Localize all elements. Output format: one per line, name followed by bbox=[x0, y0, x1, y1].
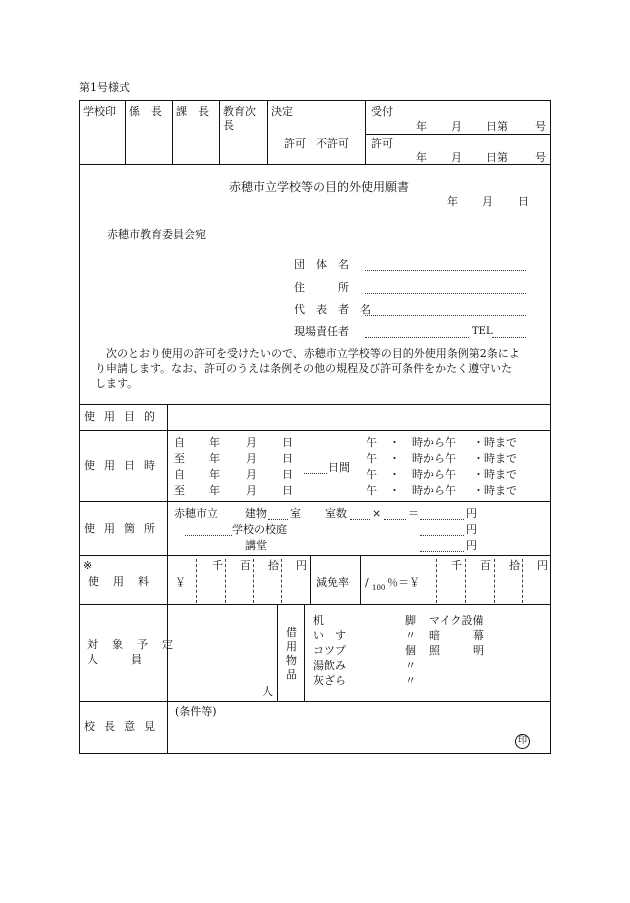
equipment-label-char: 用 bbox=[286, 640, 297, 653]
received-number: 号 bbox=[535, 120, 546, 133]
attendees-unit: 人 bbox=[262, 685, 273, 698]
attendees-count-field[interactable] bbox=[172, 605, 274, 683]
equals-sign: ＝ bbox=[408, 507, 419, 520]
permit-option: 許可 bbox=[284, 137, 306, 150]
date-year: 年 bbox=[447, 195, 458, 208]
body-line-2: り申請します。なお、許可のうえは条例その他の規程及び許可条件をかたく遵守いた bbox=[95, 362, 513, 375]
reduction-unit-thousand: 千 bbox=[451, 559, 462, 572]
tel-label: TEL bbox=[472, 326, 493, 337]
equipment-desk: 机 bbox=[313, 614, 324, 627]
permission-label: 許可 bbox=[371, 137, 393, 150]
form-title: 赤穂市立学校等の目的外使用願書 bbox=[229, 180, 410, 194]
site-manager-field[interactable] bbox=[365, 337, 469, 338]
reduction-label: 減免率 bbox=[316, 576, 349, 589]
conditions-label: (条件等) bbox=[175, 705, 217, 718]
equipment-lighting: 照 明 bbox=[429, 644, 484, 657]
purpose-field[interactable] bbox=[172, 405, 548, 429]
decision-label: 決定 bbox=[271, 105, 293, 118]
reduction-unit-hundred: 百 bbox=[480, 559, 491, 572]
school-ground-label: 学校の校庭 bbox=[232, 523, 287, 536]
auditorium-fee-yen: 円 bbox=[466, 539, 477, 552]
representative-field[interactable] bbox=[365, 315, 526, 316]
reduction-digit-divider bbox=[436, 559, 437, 603]
staff-label: 係 長 bbox=[129, 105, 162, 118]
reduction-unit-yen: 円 bbox=[537, 559, 548, 572]
days-field[interactable] bbox=[304, 473, 327, 474]
reduction-digit-divider bbox=[494, 559, 495, 603]
form-number: 第1号様式 bbox=[79, 81, 130, 94]
building-label: 建物 bbox=[245, 507, 267, 520]
section-chief-label: 課 長 bbox=[176, 105, 209, 118]
reduction-slash: / bbox=[365, 576, 369, 589]
school-ground-field[interactable] bbox=[185, 535, 232, 536]
permission-year: 年 bbox=[416, 151, 427, 164]
permission-number: 号 bbox=[535, 151, 546, 164]
equipment-curtain: 暗 幕 bbox=[429, 629, 484, 642]
seal-mark: 印 bbox=[515, 734, 530, 749]
equipment-label-char: 物 bbox=[286, 654, 297, 667]
room-count-label: 室数 bbox=[325, 507, 347, 520]
reduction-percent: ％＝￥ bbox=[387, 576, 420, 589]
date-month: 月 bbox=[482, 195, 493, 208]
body-line-1: 次のとおり使用の許可を受けたいので、赤穂市立学校等の目的外使用条例第2条によ bbox=[95, 347, 520, 360]
org-name-label: 団 体 名 bbox=[294, 258, 349, 271]
tel-field[interactable] bbox=[492, 337, 526, 338]
fee-digit-divider bbox=[281, 559, 282, 603]
received-label: 受付 bbox=[371, 105, 393, 118]
purpose-label: 使用目的 bbox=[84, 410, 164, 423]
body-line-3: します。 bbox=[95, 377, 139, 390]
received-day-no: 日第 bbox=[486, 120, 508, 133]
received-year: 年 bbox=[416, 120, 427, 133]
rate-field[interactable] bbox=[384, 519, 406, 520]
attendees-label-line2: 人 員 bbox=[87, 653, 142, 666]
reduction-per100: 100 bbox=[372, 584, 386, 592]
fee-label: 使用料 bbox=[88, 575, 163, 588]
days-label: 日間 bbox=[328, 461, 350, 474]
fee-unit-yen: 円 bbox=[296, 559, 307, 572]
address-label: 住 所 bbox=[294, 281, 349, 294]
city-school-label: 赤穂市立 bbox=[174, 507, 218, 520]
permission-day-no: 日第 bbox=[486, 151, 508, 164]
attendees-label-line1: 対象予定 bbox=[87, 638, 187, 651]
room-fee-field[interactable] bbox=[420, 519, 464, 520]
location-label: 使用箇所 bbox=[84, 522, 164, 535]
fee-digit-divider bbox=[196, 559, 197, 603]
site-manager-label: 現場責任者 bbox=[294, 325, 349, 338]
equipment-label-char: 品 bbox=[286, 668, 297, 681]
school-seal-label: 学校印 bbox=[83, 105, 116, 118]
principal-opinion-field[interactable] bbox=[172, 720, 502, 750]
building-field[interactable] bbox=[268, 519, 288, 520]
reduction-digit-divider bbox=[465, 559, 466, 603]
fee-digit-divider bbox=[253, 559, 254, 603]
equipment-teacup: 湯飲み bbox=[313, 659, 346, 672]
ground-fee-field[interactable] bbox=[420, 535, 464, 536]
equipment-chair-unit: 〃 bbox=[405, 629, 416, 642]
permission-month: 月 bbox=[451, 151, 462, 164]
equipment-desk-unit: 脚 bbox=[405, 614, 416, 627]
fee-yen-sign: ￥ bbox=[175, 576, 186, 589]
equipment-teacup-unit: 〃 bbox=[405, 659, 416, 672]
room-count-field[interactable] bbox=[350, 519, 370, 520]
reduction-digit-divider bbox=[522, 559, 523, 603]
equipment-ashtray-unit: 〃 bbox=[405, 674, 416, 687]
received-month: 月 bbox=[451, 120, 462, 133]
datetime-label: 使用日時 bbox=[84, 459, 164, 472]
equipment-label-char: 借 bbox=[286, 626, 297, 639]
room-fee-yen: 円 bbox=[466, 507, 477, 520]
deputy-label-line2: 長 bbox=[223, 119, 234, 132]
date-day: 日 bbox=[518, 195, 529, 208]
address-field[interactable] bbox=[365, 293, 526, 294]
fee-digit-divider bbox=[225, 559, 226, 603]
fee-mark: ※ bbox=[83, 559, 93, 572]
fee-unit-hundred: 百 bbox=[240, 559, 251, 572]
org-name-field[interactable] bbox=[365, 270, 526, 271]
equipment-cup-unit: 個 bbox=[405, 644, 416, 657]
not-permit-option: 不許可 bbox=[316, 137, 349, 150]
representative-label: 代 表 者 名 bbox=[294, 303, 371, 316]
equipment-mic: マイク設備 bbox=[429, 614, 484, 627]
reduction-unit-ten: 拾 bbox=[509, 559, 520, 572]
fee-unit-thousand: 千 bbox=[212, 559, 223, 572]
auditorium-fee-field[interactable] bbox=[420, 551, 464, 552]
times-sign: × bbox=[372, 507, 382, 520]
room-label: 室 bbox=[290, 507, 301, 520]
deputy-label-line1: 教育次 bbox=[223, 105, 256, 118]
fee-unit-ten: 拾 bbox=[268, 559, 279, 572]
equipment-chair: い す bbox=[313, 629, 346, 642]
equipment-cup: コツプ bbox=[313, 644, 346, 657]
addressee: 赤穂市教育委員会宛 bbox=[107, 228, 206, 241]
principal-label: 校長意見 bbox=[84, 720, 164, 733]
auditorium-label: 講堂 bbox=[245, 539, 267, 552]
equipment-ashtray: 灰ざら bbox=[313, 674, 346, 687]
ground-fee-yen: 円 bbox=[466, 523, 477, 536]
